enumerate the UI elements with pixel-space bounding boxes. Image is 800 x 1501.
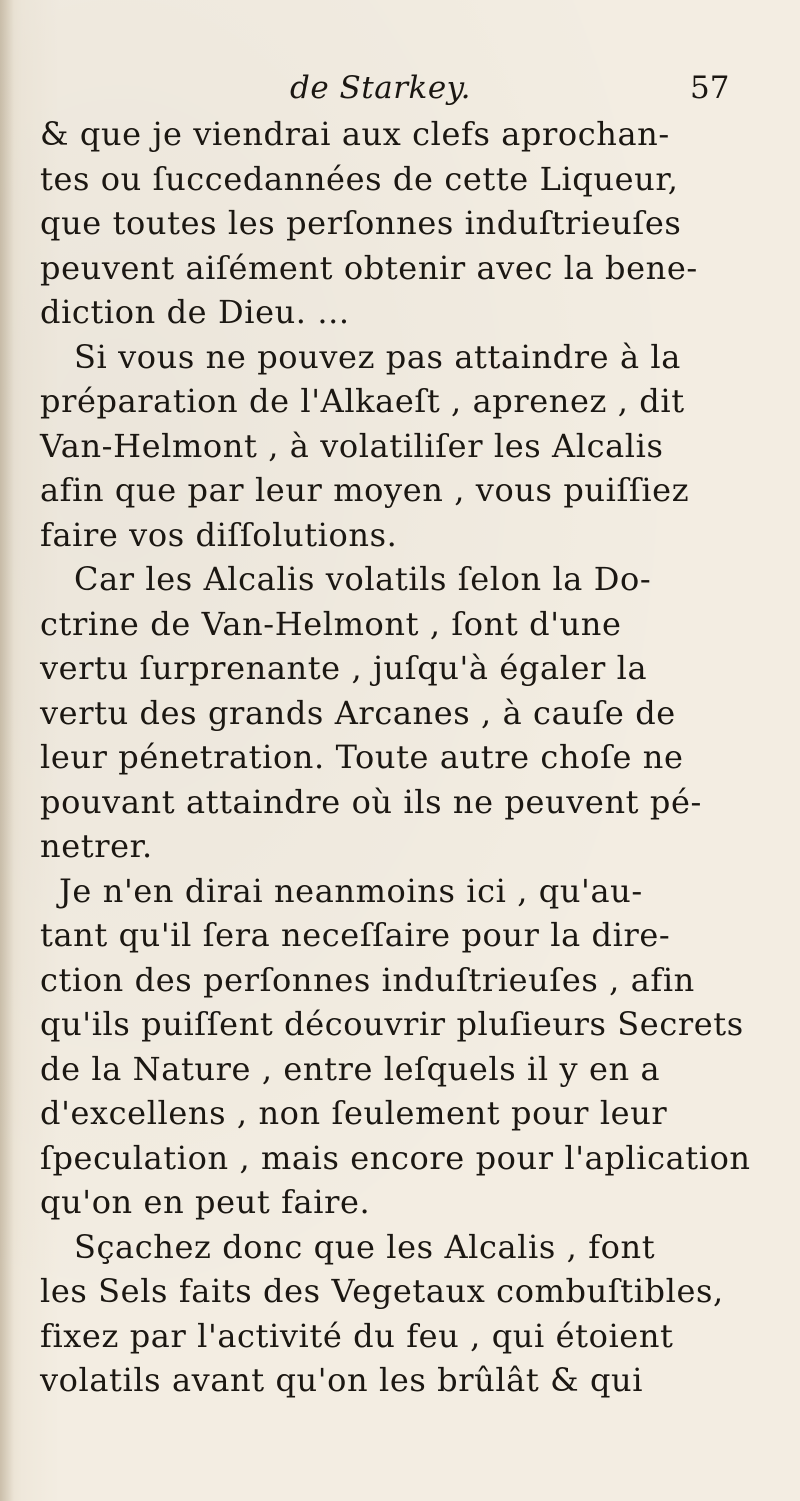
text-line: peuvent aiſément obtenir avec la bene-: [40, 248, 698, 287]
text-line: qu'on en peut faire.: [40, 1183, 371, 1221]
text-line: Sçachez donc que les Alcalis , font: [74, 1227, 656, 1266]
text-line: qu'ils puiſſent découvrir pluſieurs Secrets: [40, 1005, 744, 1043]
text-line: pouvant attaindre où ils ne peuvent pé-: [40, 782, 702, 821]
text-line: tes ou ſuccedannées de cette Liqueur,: [40, 159, 679, 198]
text-line: vertu des grands Arcanes , à cauſe de: [40, 693, 676, 732]
text-line: volatils avant qu'on les brûlât & qui: [40, 1361, 644, 1399]
text-line: afin que par leur moyen , vous puiſſiez: [40, 471, 690, 509]
text-line: Je n'en dirai neanmoins ici , qu'au-: [59, 871, 643, 910]
text-line: les Sels faits des Vegetaux combuſtibles,: [40, 1272, 724, 1310]
text-line: & que je viendrai aux clefs aprochan-: [40, 115, 670, 153]
page-number: 57: [690, 70, 730, 106]
text-line: Van-Helmont , à volatiliſer les Alcalis: [40, 426, 664, 465]
text-line: Car les Alcalis volatils ſelon la Do-: [74, 560, 652, 598]
running-head: de Starkey.: [290, 70, 471, 106]
text-line: faire vos diſſolutions.: [40, 515, 398, 554]
text-line: de la Nature , entre leſquels il y en a: [40, 1049, 661, 1088]
text-line: ction des perſonnes induſtrieuſes , afin: [40, 960, 695, 999]
text-line: Si vous ne pouvez pas attaindre à la: [74, 337, 681, 376]
text-line: d'excellens , non ſeulement pour leur: [40, 1094, 668, 1132]
text-line: ctrine de Van-Helmont , ſont d'une: [40, 604, 622, 643]
text-line: netrer.: [40, 827, 153, 865]
text-line: diction de Dieu. ...: [40, 293, 350, 331]
text-line: ſpeculation , mais encore pour l'aplication: [40, 1138, 751, 1177]
text-line: que toutes les perſonnes induſtrieuſes: [40, 204, 682, 242]
text-line: leur pénetration. Toute autre choſe ne: [40, 738, 684, 776]
body-text: [0, 112, 800, 1403]
text-line: préparation de l'Alkaeſt , aprenez , dit: [40, 382, 685, 420]
text-line: tant qu'il ſera neceſſaire pour la dire-: [40, 916, 671, 954]
text-line: vertu ſurprenante , juſqu'à égaler la: [40, 649, 648, 687]
page-header: [0, 70, 800, 110]
text-line: fixez par l'activité du feu , qui étoient: [40, 1316, 674, 1355]
